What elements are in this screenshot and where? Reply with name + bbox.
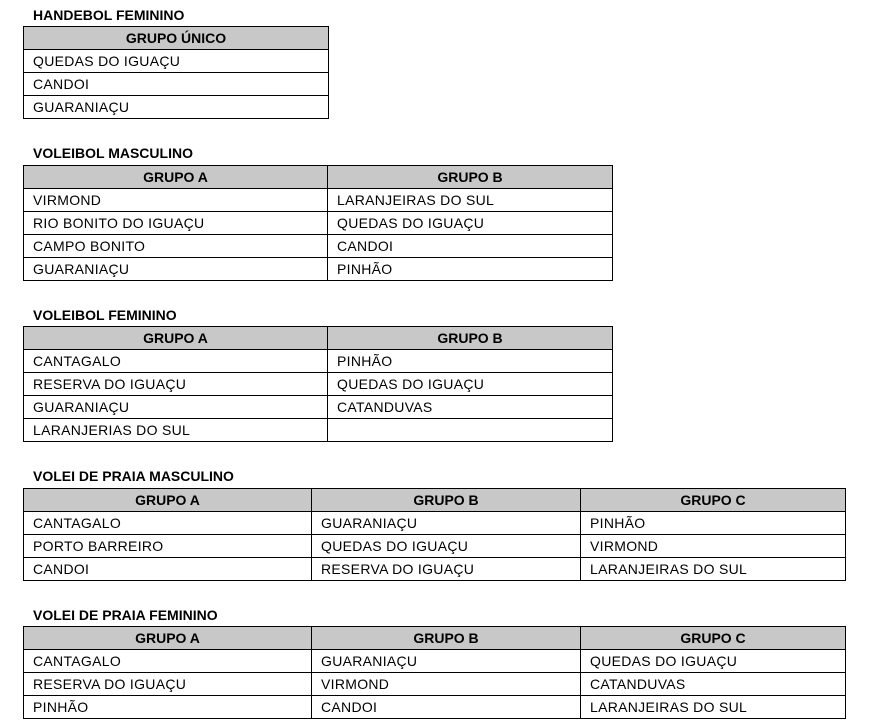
section-title-volei-praia-masculino: VOLEI DE PRAIA MASCULINO xyxy=(33,468,234,484)
team-cell: QUEDAS DO IGUAÇU xyxy=(24,50,329,73)
table-row xyxy=(24,419,613,442)
table-row xyxy=(24,96,329,119)
table-voleibol-masculino xyxy=(23,165,613,281)
section-title-voleibol-masculino: VOLEIBOL MASCULINO xyxy=(33,145,193,161)
team-cell: CATANDUVAS xyxy=(328,396,613,419)
team-cell: CAMPO BONITO xyxy=(24,235,328,258)
column-header: GRUPO C xyxy=(581,489,846,512)
team-cell: VIRMOND xyxy=(581,535,846,558)
team-cell: PINHÃO xyxy=(581,512,846,535)
team-cell: GUARANIAÇU xyxy=(312,512,581,535)
team-cell: GUARANIAÇU xyxy=(312,650,581,673)
team-cell: CANTAGALO xyxy=(24,650,312,673)
team-cell: QUEDAS DO IGUAÇU xyxy=(328,373,613,396)
column-header: GRUPO B xyxy=(312,627,581,650)
team-cell: VIRMOND xyxy=(312,673,581,696)
table-row xyxy=(24,373,613,396)
column-header: GRUPO B xyxy=(328,327,613,350)
table-row xyxy=(24,558,846,581)
team-cell: PORTO BARREIRO xyxy=(24,535,312,558)
table-row xyxy=(24,258,613,281)
team-cell xyxy=(328,419,613,442)
team-cell: PINHÃO xyxy=(24,696,312,719)
table-row xyxy=(24,696,846,719)
team-cell: RESERVA DO IGUAÇU xyxy=(312,558,581,581)
section-title-volei-praia-feminino: VOLEI DE PRAIA FEMININO xyxy=(33,607,218,623)
team-cell: CANDOI xyxy=(312,696,581,719)
table-handebol-feminino xyxy=(23,26,329,119)
column-header: GRUPO A xyxy=(24,489,312,512)
column-header: GRUPO A xyxy=(24,627,312,650)
column-header: GRUPO B xyxy=(312,489,581,512)
table-row xyxy=(24,73,329,96)
team-cell: LARANJEIRAS DO SUL xyxy=(581,558,846,581)
team-cell: VIRMOND xyxy=(24,189,328,212)
table-row xyxy=(24,350,613,373)
column-header: GRUPO A xyxy=(24,166,328,189)
table-row xyxy=(24,396,613,419)
team-cell: QUEDAS DO IGUAÇU xyxy=(312,535,581,558)
team-cell: RESERVA DO IGUAÇU xyxy=(24,373,328,396)
table-volei-praia-masculino xyxy=(23,488,846,581)
column-header: GRUPO A xyxy=(24,327,328,350)
team-cell: RIO BONITO DO IGUAÇU xyxy=(24,212,328,235)
table-row xyxy=(24,673,846,696)
team-cell: PINHÃO xyxy=(328,258,613,281)
team-cell: GUARANIAÇU xyxy=(24,96,329,119)
team-cell: CANDOI xyxy=(328,235,613,258)
table-row xyxy=(24,535,846,558)
team-cell: QUEDAS DO IGUAÇU xyxy=(328,212,613,235)
team-cell: LARANJEIRAS DO SUL xyxy=(328,189,613,212)
column-header: GRUPO C xyxy=(581,627,846,650)
section-title-handebol-feminino: HANDEBOL FEMININO xyxy=(33,7,185,23)
team-cell: QUEDAS DO IGUAÇU xyxy=(581,650,846,673)
table-row xyxy=(24,189,613,212)
team-cell: CANDOI xyxy=(24,558,312,581)
table-row xyxy=(24,650,846,673)
table-row xyxy=(24,512,846,535)
team-cell: CANTAGALO xyxy=(24,512,312,535)
table-row xyxy=(24,50,329,73)
table-volei-praia-feminino xyxy=(23,626,846,719)
team-cell: CANDOI xyxy=(24,73,329,96)
team-cell: LARANJEIRAS DO SUL xyxy=(581,696,846,719)
section-title-voleibol-feminino: VOLEIBOL FEMININO xyxy=(33,307,177,323)
team-cell: LARANJERIAS DO SUL xyxy=(24,419,328,442)
team-cell: GUARANIAÇU xyxy=(24,396,328,419)
team-cell: CATANDUVAS xyxy=(581,673,846,696)
column-header: GRUPO B xyxy=(328,166,613,189)
column-header: GRUPO ÚNICO xyxy=(24,27,329,50)
team-cell: PINHÃO xyxy=(328,350,613,373)
table-voleibol-feminino xyxy=(23,326,613,442)
team-cell: GUARANIAÇU xyxy=(24,258,328,281)
team-cell: CANTAGALO xyxy=(24,350,328,373)
table-row xyxy=(24,235,613,258)
team-cell: RESERVA DO IGUAÇU xyxy=(24,673,312,696)
table-row xyxy=(24,212,613,235)
